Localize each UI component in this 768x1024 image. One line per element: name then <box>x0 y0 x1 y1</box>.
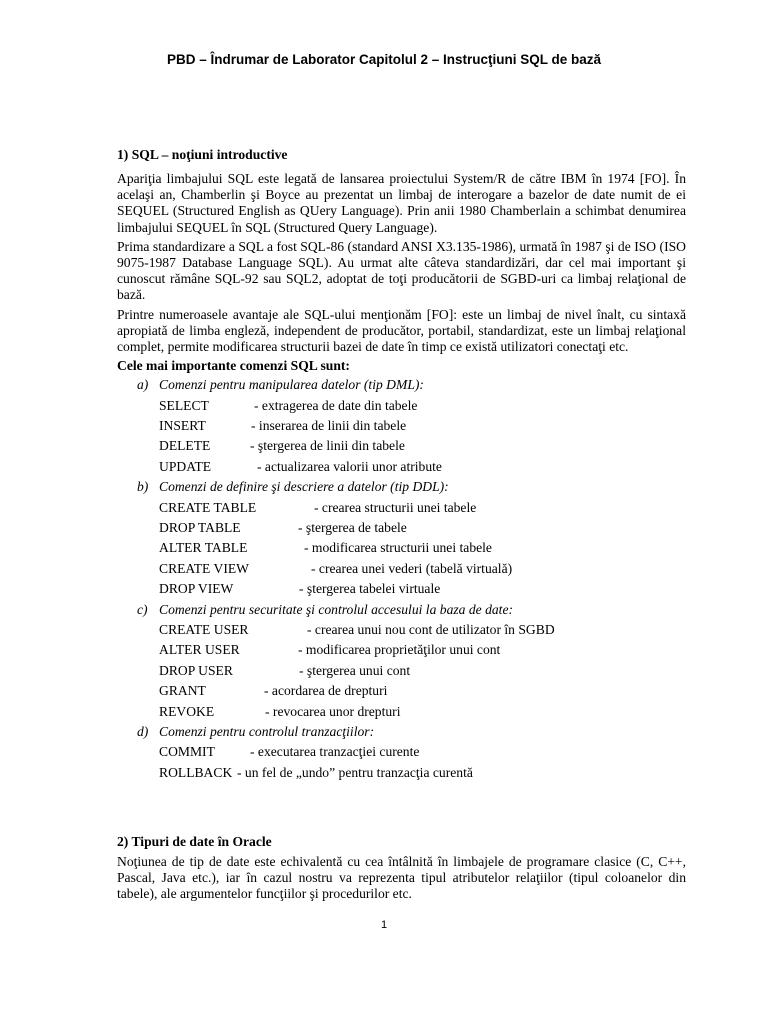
paragraph: Noţiunea de tip de date este echivalentă cu cea întâlnită în limbajele de programare clasice (C, C++, Pascal, Java etc.), iar în cazul nostru va reprezenta tipul atributelor relaţiilor (tipul coloanelor din tabele), ale argumentelor funcţiilor şi procedurilor etc. <box>117 854 686 902</box>
command-keyword: CREATE TABLE <box>159 499 257 515</box>
command-item <box>117 559 686 579</box>
command-item <box>117 416 686 436</box>
command-description: - crearea unui nou cont de utilizator în SGBD <box>307 621 555 637</box>
command-keyword: GRANT <box>159 683 206 699</box>
command-keyword: DROP VIEW <box>159 581 234 597</box>
command-item <box>117 702 686 722</box>
command-keyword: REVOKE <box>159 703 215 719</box>
group-title: Comenzi pentru manipularea datelor (tip DML): <box>159 377 424 393</box>
command-keyword: DROP USER <box>159 662 233 678</box>
command-keyword: ROLLBACK <box>159 764 233 780</box>
command-description: - crearea structurii unei tabele <box>314 499 477 515</box>
command-description: - acordarea de drepturi <box>264 683 388 699</box>
command-group-title <box>117 600 686 620</box>
command-keyword: CREATE VIEW <box>159 560 249 576</box>
command-description: - modificarea structurii unei tabele <box>304 540 492 556</box>
group-label: d) <box>137 723 149 739</box>
command-item <box>117 620 686 640</box>
group-label: a) <box>137 377 149 393</box>
command-description: - modificarea proprietăţilor unui cont <box>298 642 501 658</box>
group-title: Comenzi pentru controlul tranzacţiilor: <box>159 723 375 739</box>
command-description: - ştergerea de tabele <box>298 520 407 535</box>
command-keyword: SELECT <box>159 397 209 413</box>
command-item <box>117 396 686 416</box>
command-keyword: ALTER USER <box>159 642 240 658</box>
command-description: - ştergerea tabelei virtuale <box>299 581 441 597</box>
command-item <box>117 498 686 518</box>
command-item <box>117 579 686 599</box>
group-title: Comenzi de definire şi descriere a datelor (tip DDL): <box>159 479 449 495</box>
command-keyword: COMMIT <box>159 744 215 760</box>
commands-heading: Cele mai importante comenzi SQL sunt: <box>117 358 350 374</box>
page-number: 1 <box>380 919 388 931</box>
command-description: - extragerea de date din tabele <box>254 397 418 413</box>
command-keyword: DELETE <box>159 438 211 454</box>
section-1 <box>117 146 686 783</box>
command-description: - un fel de „undo” pentru tranzacţia curentă <box>237 764 473 780</box>
command-item <box>117 518 686 538</box>
section-heading: 2) Tipuri de date în Oracle <box>117 834 272 849</box>
section-heading: 1) SQL – noţiuni introductive <box>117 147 288 162</box>
command-item <box>117 763 686 783</box>
command-keyword: UPDATE <box>159 458 212 474</box>
command-description: - executarea tranzacţiei curente <box>250 744 420 760</box>
paragraph: Printre numeroasele avantaje ale SQL-ului menţionăm [FO]: este un limbaj de nivel înalt, cu sintaxă apropiată de limba engleză, independent de producător, portabil, standardizat, este un limbaj relaţional complet, permite modificarea structurii bazei de date în timp ce există utilizatori conectaţi etc. <box>117 306 686 355</box>
command-keyword: CREATE USER <box>159 621 249 637</box>
command-keyword: INSERT <box>159 418 206 434</box>
paragraph: Prima standardizare a SQL a fost SQL-86 (standard ANSI X3.135-1986), urmată în 1987 şi de ISO (ISO 9075-1987 Database Language SQL). Au urmat alte câteva standardizări, dar cel mai important şi cunoscut rămâne SQL-92 sau SQL2, adoptat de toţi producătorii de SGBD-uri ca limbaj relaţional de bază. <box>117 238 686 303</box>
command-description: - crearea unei vederi (tabelă virtuală) <box>311 560 513 576</box>
command-description: - actualizarea valorii unor atribute <box>257 458 442 474</box>
command-item <box>117 457 686 477</box>
paragraph: Apariţia limbajului SQL este legată de lansarea proiectului System/R de către IBM în 1974 [FO]. În acelaşi an, Chamberlin şi Boyce au prezentat un limbaj de interogare a bazelor de date numit de ei SEQUEL (Structured English as QUery Language). Prin anii 1980 Chamberlain a schimbat denumirea limbajului SEQUEL în SQL (Structured Query Language). <box>117 171 686 235</box>
command-description: - ştergerea de linii din tabele <box>250 438 405 454</box>
command-item <box>117 640 686 660</box>
group-label: b) <box>137 479 149 495</box>
command-description: - ştergerea unui cont <box>299 662 411 678</box>
command-item <box>117 661 686 681</box>
section-2 <box>117 833 686 903</box>
command-group-title <box>117 477 686 497</box>
command-group-title <box>117 375 686 395</box>
command-description: - revocarea unor drepturi <box>265 703 401 719</box>
command-keyword: DROP TABLE <box>159 520 241 535</box>
page-header: PBD – Îndrumar de Laborator Capitolul 2 – Instrucţiuni SQL de bază <box>166 52 602 67</box>
command-keyword: ALTER TABLE <box>159 540 248 556</box>
group-title: Comenzi pentru securitate şi controlul accesului la baza de date: <box>159 601 514 617</box>
group-label: c) <box>137 601 148 617</box>
command-item <box>117 436 686 456</box>
command-description: - inserarea de linii din tabele <box>251 418 407 434</box>
command-item <box>117 538 686 558</box>
command-item <box>117 742 686 762</box>
command-item <box>117 681 686 701</box>
command-group-title <box>117 722 686 742</box>
